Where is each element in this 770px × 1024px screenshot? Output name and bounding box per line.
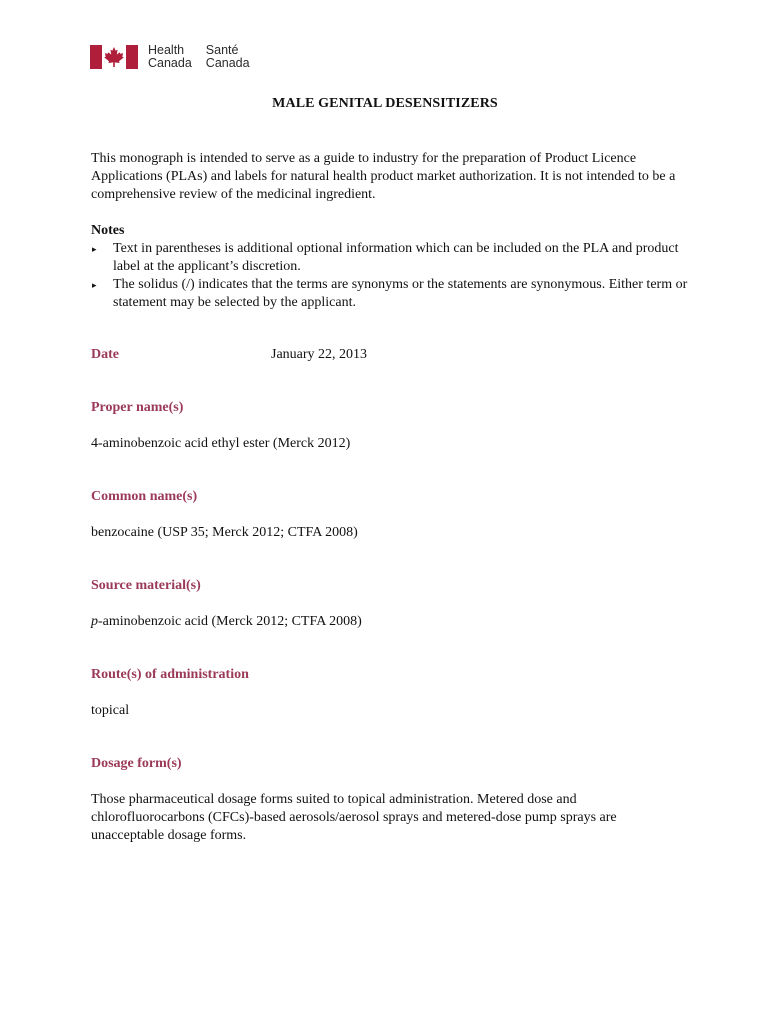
italic-prefix: p	[91, 614, 98, 629]
document-body	[91, 150, 691, 845]
logo-text-sante: Santé	[205, 43, 239, 57]
section-proper-name	[91, 399, 691, 453]
notes-heading: Notes	[91, 223, 125, 238]
logo-text-canada-fr: Canada	[205, 56, 250, 70]
section-source-material	[91, 577, 691, 631]
section-value	[91, 613, 691, 631]
section-dosage-form	[91, 755, 691, 845]
list-item	[91, 276, 691, 312]
section-value: benzocaine (USP 35; Merck 2012; CTFA 2008)	[91, 525, 358, 540]
logo-text-canada-en: Canada	[148, 56, 192, 70]
bullet-icon: ▸	[92, 280, 97, 290]
date-value: January 22, 2013	[271, 347, 368, 362]
logo-text-health: Health	[148, 43, 185, 57]
section-value: topical	[91, 703, 130, 718]
section-heading: Dosage form(s)	[91, 756, 182, 771]
notes-list	[91, 240, 691, 312]
logo-wordmark-french	[206, 44, 250, 70]
logo-wordmark	[148, 44, 250, 70]
intro-paragraph: This monograph is intended to serve as a guide to industry for the preparation of Product Licence Applications (PLAs) and labels for natural health product market authorization. It is not intended to be a comprehensive review of the medicinal ingredient.	[91, 151, 676, 202]
list-item	[91, 240, 691, 276]
section-route	[91, 666, 691, 720]
value-text: -aminobenzoic acid (Merck 2012; CTFA 2008)	[98, 614, 362, 629]
date-label: Date	[91, 347, 119, 362]
health-canada-logo	[90, 45, 250, 70]
section-heading: Common name(s)	[91, 489, 198, 504]
document-title: MALE GENITAL DESENSITIZERS	[272, 96, 498, 111]
section-heading: Route(s) of administration	[91, 667, 249, 682]
logo-wordmark-english	[148, 44, 192, 70]
section-heading: Source material(s)	[91, 578, 201, 593]
section-value: Those pharmaceutical dosage forms suited to topical administration. Metered dose and chlorofluorocarbons (CFCs)-based aerosols/aerosol sprays and metered-dose pump sprays are unacceptable dosage forms.	[91, 792, 617, 843]
section-heading: Proper name(s)	[91, 400, 184, 415]
note-text: Text in parentheses is additional optional information which can be included on the PLA and product label at the applicant’s discretion.	[113, 241, 679, 274]
bullet-icon: ▸	[92, 244, 97, 254]
note-text: The solidus (/) indicates that the terms are synonyms or the statements are synonymous. Either term or statement may be selected by the applicant.	[113, 277, 688, 310]
section-value: 4-aminobenzoic acid ethyl ester (Merck 2012)	[91, 436, 351, 451]
section-common-name	[91, 488, 691, 542]
canada-flag-icon	[90, 45, 138, 69]
date-row	[91, 346, 691, 364]
